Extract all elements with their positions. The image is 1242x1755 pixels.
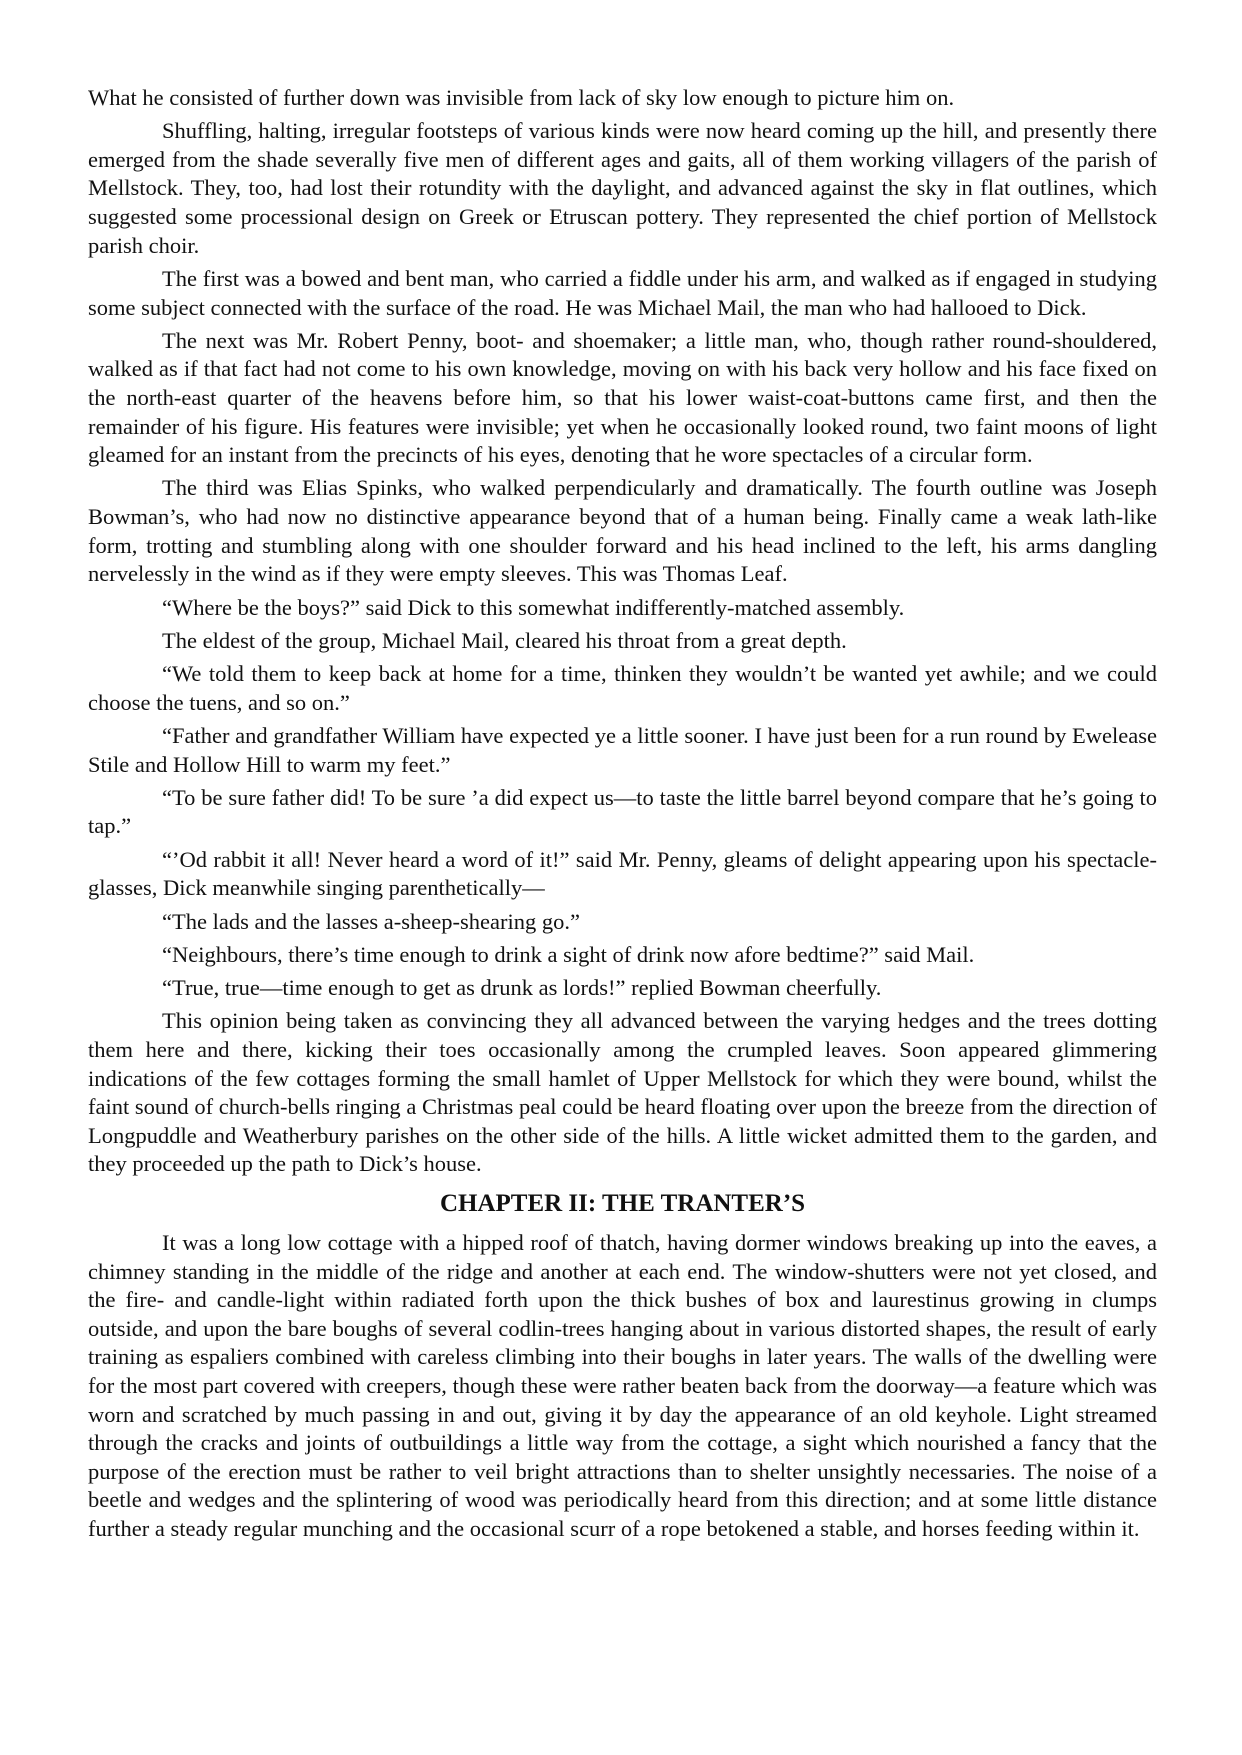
paragraph-michael-mail: The first was a bowed and bent man, who carried a fiddle under his arm, and walked as if engaged in studying some subject connected with the surface of the road. He was Michael Mail, the man who had hallooed to Dick. (88, 265, 1157, 320)
paragraph-spinks-bowman-leaf: The third was Elias Spinks, who walked perpendicularly and dramatically. The fourth outline was Joseph Bowman’s, who had now no distinctive appearance beyond that of a human being. Finally came a weak lath-like form, trotting and stumbling along with one shoulder forward and his head inclined to the left, his arms dangling nervelessly in the wind as if they were empty sleeves. This was Thomas Leaf. (88, 475, 1157, 587)
document-page (88, 84, 1157, 1548)
paragraph-dialogue: “Father and grandfather William have expected ye a little sooner. I have just been for a run round by Ewelease Stile and Hollow Hill to warm my feet.” (88, 722, 1157, 777)
paragraph-dialogue: “We told them to keep back at home for a time, thinken they wouldn’t be wanted yet awhile; and we could choose the tuens, and so on.” (88, 661, 1157, 715)
paragraph-song-line: “The lads and the lasses a-sheep-shearing go.” (162, 908, 580, 934)
paragraph-dialogue: The eldest of the group, Michael Mail, cleared his throat from a great depth. (162, 627, 847, 653)
paragraph-dialogue: “True, true—time enough to get as drunk as lords!” replied Bowman cheerfully. (162, 975, 882, 1001)
paragraph-dialogue: “Where be the boys?” said Dick to this somewhat indifferently-matched assembly. (162, 594, 905, 620)
paragraph-dialogue: “’Od rabbit it all! Never heard a word of it!” said Mr. Penny, gleams of delight appearing upon his spectacle-glasses, Dick meanwhile singing parenthetically— (88, 846, 1157, 901)
paragraph-continued: What he consisted of further down was invisible from lack of sky low enough to picture him on. (88, 85, 955, 110)
paragraph-dialogue: “Neighbours, there’s time enough to drink a sight of drink now afore bedtime?” said Mail. (162, 941, 975, 967)
paragraph-advance-to-house: This opinion being taken as convincing they all advanced between the varying hedges and the trees dotting them here and there, kicking their toes occasionally among the crumpled leaves. Soon appeared glimmering indications of the few cottages forming the small hamlet of Upper Mellstock for which they were bound, whilst the faint sound of church-bells ringing a Christmas peal could be heard floating over upon the breeze from the direction of Longpuddle and Weatherbury parishes on the other side of the hills. A little wicket admitted them to the garden, and they proceeded up the path to Dick’s house. (88, 1008, 1157, 1177)
paragraph-robert-penny: The next was Mr. Robert Penny, boot- and shoemaker; a little man, who, though rather round-shouldered, walked as if that fact had not come to his own knowledge, moving on with his back very hollow and his face fixed on the north-east quarter of the heavens before him, so that his lower waist-coat-buttons came first, and then the remainder of his figure. His features were invisible; yet when he occasionally looked round, two faint moons of light gleamed for an instant from the precincts of his eyes, denoting that he wore spectacles of a circular form. (88, 327, 1157, 468)
chapter-heading: CHAPTER II: THE TRANTER’S (439, 1190, 806, 1217)
paragraph-footsteps: Shuffling, halting, irregular footsteps of various kinds were now heard coming up the hill, and presently there emerged from the shade severally five men of different ages and gaits, all of them working villagers of the parish of Mellstock. They, too, had lost their rotundity with the daylight, and advanced against the sky in flat outlines, which suggested some processional design on Greek or Etruscan pottery. They represented the chief portion of Mellstock parish choir. (88, 118, 1157, 258)
paragraph-dialogue: “To be sure father did! To be sure ’a did expect us—to taste the little barrel beyond compare that he’s going to tap.” (88, 784, 1157, 839)
paragraph-cottage-description: It was a long low cottage with a hipped roof of thatch, having dormer windows breaking up into the eaves, a chimney standing in the middle of the ridge and another at each end. The window-shutters were not yet closed, and the fire- and candle-light within radiated forth upon the thick bushes of box and laurestinus growing in clumps outside, and upon the bare boughs of several codlin-trees hanging about in various distorted shapes, the result of early training as espaliers combined with careless climbing into their boughs in later years. The walls of the dwelling were for the most part covered with creepers, though these were rather beaten back from the doorway—a feature which was worn and scratched by much passing in and out, giving it by day the appearance of an old keyhole. Light streamed through the cracks and joints of outbuildings a little way from the cottage, a sight which nourished a fancy that the purpose of the erection must be rather to veil bright attractions than to shelter unsightly necessaries. The noise of a beetle and wedges and the splintering of wood was periodically heard from this direction; and at some little distance further a steady regular munching and the occasional scurr of a rope betokened a stable, and horses feeding within it. (88, 1230, 1157, 1541)
